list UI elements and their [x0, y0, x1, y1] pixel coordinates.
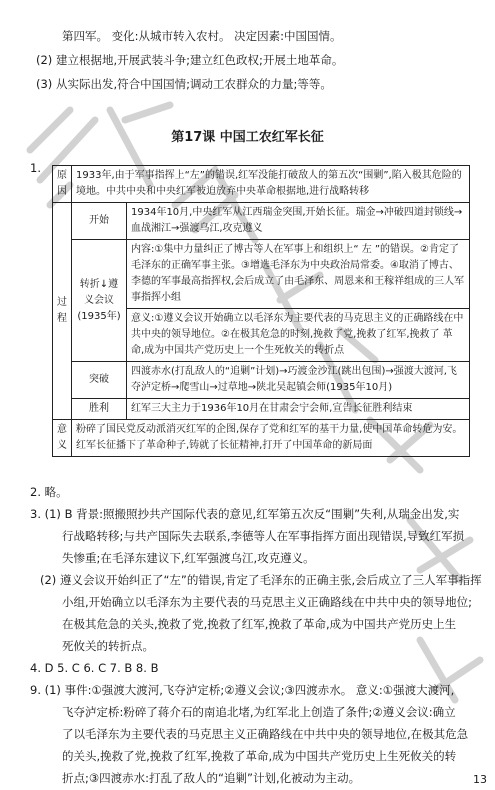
answer-line: 死攸关的转折点。 [62, 639, 154, 653]
answer-line: 飞夺泸定桥:粉碎了蒋介石的南追北堵,为红军北上创造了条件;②遵义会议:确立 [62, 705, 456, 719]
turn-label: 转折↓遵义会议(1935年) [72, 240, 127, 362]
breakout-label: 突破 [72, 362, 127, 399]
answer-line: (2) 遵义会议开始纠正了“左”的错误,肯定了毛泽东的正确主张,会后成立了三人军事指挥 [40, 573, 482, 587]
turn-content: 内容:①集中力量纠正了博古等人在军事上和组织上“ 左 ”的错误。②肯定了毛泽东的正确军事主张。③增选毛泽东为中央政治局常委。④取消了博古、李德的军事最高指挥权,会后成立了由毛泽东、周恩来和王稼祥组成的三人军事指挥小组 [127, 240, 470, 309]
answer-line: 了以毛泽东为主要代表的马克思主义正确路线在中共中央的领导地位,在极其危急 [62, 727, 469, 741]
table-row [53, 362, 470, 399]
meaning-header: 意义 [53, 420, 72, 457]
table-row [53, 240, 470, 309]
answer-line: 4. D 5. C 6. C 7. B 8. B [30, 661, 159, 675]
meaning-text: 粉碎了国民党反动派消灭红军的企图,保存了党和红军的基干力量,使中国革命转危为安。红军长征播下了革命种子,铸就了长征精神,打开了中国革命的新局面 [72, 420, 470, 457]
answer-line: 行战略转移;与共产国际失去联系,李德等人在军事指挥方面出现错误,导致红军损 [62, 529, 465, 543]
table-row [53, 420, 470, 457]
answer-line: 2. 略。 [30, 485, 68, 499]
text-line: (2) 建立根据地,开展武装斗争;建立红色政权;开展土地革命。 [36, 53, 344, 67]
answer-line: 在极其危急的关头,挽救了党,挽救了红军,挽救了革命,成为中国共产党历史上生 [62, 617, 457, 631]
start-text: 1934年10月,中央红军从江西瑞金突围,开始长征。瑞金→冲破四道封锁线→血战湘江→强渡乌江,攻克遵义 [127, 203, 470, 240]
answer-line: 3. (1) B 背景:照搬照抄共产国际代表的意见,红军第五次反“围剿”失利,从瑞金出发,实 [30, 507, 460, 521]
turn-meaning: 意义:①遵义会议开始确立以毛泽东为主要代表的马克思主义的正确路线在中共中央的领导地位。②在极其危急的时刻,挽救了党,挽救了红军,挽救了 革命,成为中国共产党历史上一个生死攸关的转折点 [127, 309, 470, 362]
start-label: 开始 [72, 203, 127, 240]
table-row [53, 399, 470, 420]
answer-line: 折点;③四渡赤水:打乱了敌人的“追剿”计划,化被动为主动。 [62, 771, 361, 785]
table-row [53, 166, 470, 203]
long-march-table [52, 165, 470, 457]
victory-text: 红军三大主力于1936年10月在甘肃会宁会师,宣告长征胜利结束 [127, 399, 470, 420]
answer-line: 小组,开始确立以毛泽东为主要代表的马克思主义正确路线在中共中央的领导地位; [62, 595, 473, 609]
process-header: 过程 [53, 203, 72, 420]
table-row [53, 203, 470, 240]
text-line: (3) 从实际出发,符合中国国情;调动工农群众的力量;等等。 [36, 77, 332, 91]
victory-label: 胜利 [72, 399, 127, 420]
lesson-title: 第17课 中国工农红军长征 [171, 130, 324, 145]
answer-line: 的关头,挽救了党,挽救了红军,挽救了革命,成为中国共产党历史上生死攸关的转 [62, 749, 457, 763]
breakout-text: 四渡赤水(打乱敌人的“追剿”计划)→巧渡金沙江(跳出包围)→强渡大渡河,飞夺泸定桥→爬雪山→过草地→陕北吴起镇会师(1935年10月) [127, 362, 470, 399]
cause-text: 1933年,由于军事指挥上“左”的错误,红军没能打破敌人的第五次“围剿”,陷入极其危险的境地。中共中央和中央红军被迫放弃中央革命根据地,进行战略转移 [72, 166, 470, 203]
cause-header: 原因 [53, 166, 72, 203]
answer-line: 9. (1) 事件:①强渡大渡河,飞夺泸定桥;②遵义会议;③四渡赤水。 意义:①强渡大渡河, [30, 683, 455, 697]
page-number: 13 [473, 772, 487, 786]
question-number: 1. [30, 161, 41, 175]
text-line: 第四军。 变化:从城市转入农村。 决定因素:中国国情。 [62, 29, 342, 43]
answer-line: 失惨重;在毛泽东建议下,红军强渡乌江,攻克遵义。 [62, 551, 315, 565]
